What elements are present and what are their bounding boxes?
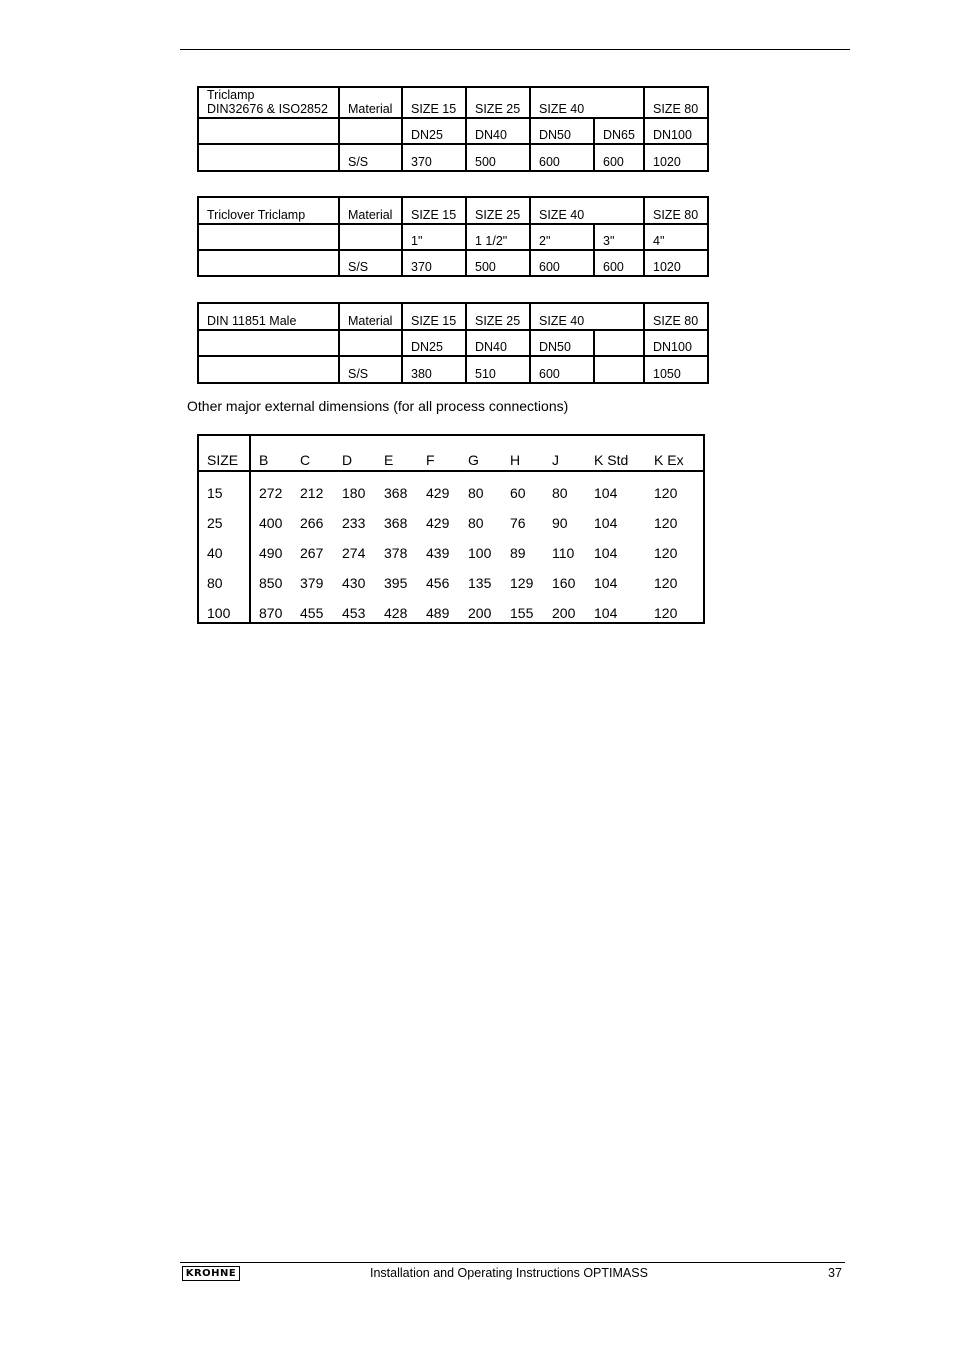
size-15-header: SIZE 15 [402,303,466,330]
nominal-size-cell: DN100 [644,330,708,356]
table-row [198,330,708,356]
nominal-size-cell: DN40 [466,330,530,356]
value-cell: 100 [468,545,492,561]
value-cell: 104 [594,485,618,501]
size-40-header: SIZE 40 [530,87,594,118]
table-row [198,502,704,532]
material-cell: S/S [339,144,402,171]
value-cell: 850 [259,575,283,591]
value-cell: 378 [384,545,408,561]
size-40-header: SIZE 40 [530,303,594,330]
nominal-size-cell: 2" [530,224,594,250]
connection-standard: DIN32676 & ISO2852 [207,102,328,116]
empty-cell [198,356,339,383]
value-cell: 368 [384,515,408,531]
value-cell: 430 [342,575,366,591]
empty-cell [594,356,644,383]
value-cell: 120 [646,532,704,562]
material-header: Material [339,303,402,330]
empty-cell [339,118,402,144]
value-cell: 870 [250,592,292,623]
table-row [198,532,704,562]
size-25-header: SIZE 25 [466,303,530,330]
value-cell: 200 [544,592,586,623]
nominal-size-cell: DN40 [466,118,530,144]
table-row [198,303,708,330]
value-cell: 489 [418,592,460,623]
connection-name: Triclover Triclamp [198,197,339,224]
value-cell: 490 [259,545,283,561]
dimensions-caption: Other major external dimensions (for all process connections) [187,398,569,414]
value-cell: 90 [552,515,568,531]
table-row [198,250,708,276]
value-cell: 600 [530,356,594,383]
connection-name: DIN 11851 Male [198,303,339,330]
size-25-header: SIZE 25 [466,197,530,224]
value-cell: 368 [384,485,408,501]
value-cell: 80 [552,485,568,501]
material-cell: S/S [339,356,402,383]
value-cell: 104 [586,592,646,623]
value-cell: 120 [646,502,704,532]
material-header: Material [339,87,402,118]
din-11851-table [197,302,709,384]
value-cell: 380 [402,356,466,383]
value-cell: 395 [384,575,408,591]
size-15-header: SIZE 15 [402,87,466,118]
material-header: Material [339,197,402,224]
empty-cell [198,144,339,171]
value-cell: 429 [426,485,450,501]
value-cell: 429 [426,515,450,531]
column-header: F [418,435,460,471]
size-80-header: SIZE 80 [644,303,708,330]
value-cell: 76 [510,515,526,531]
value-cell: 1050 [644,356,708,383]
value-cell: 104 [594,545,618,561]
size-cell: 40 [198,532,250,562]
size-80-header: SIZE 80 [644,197,708,224]
value-cell: 129 [510,575,534,591]
header-rule [180,49,850,50]
value-cell: 600 [530,144,594,171]
empty-cell [594,87,644,118]
empty-cell [198,250,339,276]
nominal-size-cell: 4" [644,224,708,250]
dimensions-table [197,434,705,624]
column-header: SIZE [198,435,250,471]
column-header: H [502,435,544,471]
column-header: G [460,435,502,471]
table-row [198,356,708,383]
value-cell: 89 [510,545,526,561]
size-cell: 25 [198,502,250,532]
empty-cell [339,330,402,356]
empty-cell [594,197,644,224]
value-cell: 379 [300,575,324,591]
column-header: K Ex [646,435,704,471]
column-header: C [292,435,334,471]
nominal-size-cell: 3" [594,224,644,250]
size-cell: 15 [198,471,250,502]
column-header: K Std [586,435,646,471]
value-cell: 453 [334,592,376,623]
nominal-size-cell: 1 1/2" [466,224,530,250]
table-row [198,471,704,502]
value-cell: 600 [530,250,594,276]
empty-cell [198,330,339,356]
value-cell: 160 [552,575,576,591]
table-row [198,197,708,224]
value-cell: 110 [552,545,575,561]
table-row [198,118,708,144]
nominal-size-cell: DN50 [530,118,594,144]
connection-name-cell [198,87,339,118]
table-row [198,144,708,171]
nominal-size-cell: 1" [402,224,466,250]
value-cell: 439 [426,545,450,561]
triclover-table [197,196,709,277]
size-25-header: SIZE 25 [466,87,530,118]
value-cell: 267 [300,545,324,561]
value-cell: 233 [342,515,366,531]
value-cell: 370 [402,250,466,276]
empty-cell [594,303,644,330]
value-cell: 600 [594,250,644,276]
value-cell: 155 [502,592,544,623]
value-cell: 400 [259,515,283,531]
value-cell: 456 [426,575,450,591]
value-cell: 135 [468,575,492,591]
value-cell: 266 [300,515,324,531]
value-cell: 60 [510,485,526,501]
value-cell: 500 [466,144,530,171]
column-header: J [544,435,586,471]
table-row [198,562,704,592]
value-cell: 1020 [644,250,708,276]
nominal-size-cell: DN100 [644,118,708,144]
value-cell: 1020 [644,144,708,171]
nominal-size-cell: DN25 [402,330,466,356]
value-cell: 272 [259,485,283,501]
value-cell: 104 [594,515,618,531]
size-15-header: SIZE 15 [402,197,466,224]
value-cell: 200 [460,592,502,623]
column-header: D [334,435,376,471]
nominal-size-cell: DN50 [530,330,594,356]
nominal-size-cell: DN65 [594,118,644,144]
table-row [198,224,708,250]
footer-title: Installation and Operating Instructions OPTIMASS [370,1266,648,1280]
triclamp-table [197,86,709,172]
value-cell: 370 [402,144,466,171]
nominal-size-cell: DN25 [402,118,466,144]
empty-cell [198,118,339,144]
table-row [198,592,704,623]
value-cell: 428 [376,592,418,623]
table-row [198,87,708,118]
value-cell: 212 [300,485,324,501]
empty-cell [594,330,644,356]
value-cell: 180 [342,485,366,501]
value-cell: 455 [292,592,334,623]
page-number: 37 [828,1266,842,1280]
value-cell: 80 [468,485,484,501]
empty-cell [339,224,402,250]
value-cell: 120 [646,562,704,592]
empty-cell [198,224,339,250]
value-cell: 274 [342,545,366,561]
table-header-row [198,435,704,471]
size-80-header: SIZE 80 [644,87,708,118]
value-cell: 120 [646,592,704,623]
size-cell: 80 [198,562,250,592]
material-cell: S/S [339,250,402,276]
value-cell: 510 [466,356,530,383]
value-cell: 80 [468,515,484,531]
connection-name: Triclamp [207,88,255,102]
column-header: E [376,435,418,471]
value-cell: 104 [594,575,618,591]
value-cell: 500 [466,250,530,276]
size-40-header: SIZE 40 [530,197,594,224]
value-cell: 600 [594,144,644,171]
krohne-logo: KROHNE [182,1266,240,1281]
value-cell: 120 [646,471,704,502]
footer-rule [180,1262,845,1263]
column-header: B [250,435,292,471]
size-cell: 100 [198,592,250,623]
